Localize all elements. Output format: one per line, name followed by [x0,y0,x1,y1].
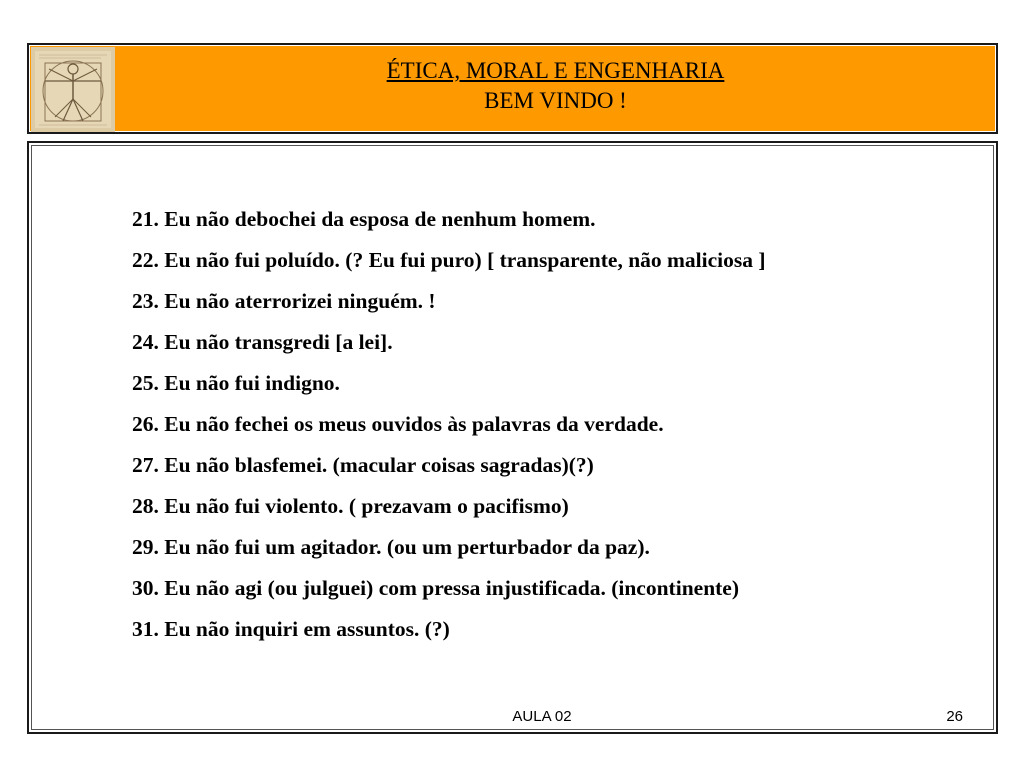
list-item: 28. Eu não fui violento. ( prezavam o pacifismo) [132,494,569,518]
list-item: 25. Eu não fui indigno. [132,371,340,395]
slide-title: ÉTICA, MORAL E ENGENHARIA [386,58,725,83]
vitruvian-man-icon [31,47,115,132]
list-item: 24. Eu não transgredi [a lei]. [132,330,393,354]
list-item: 31. Eu não inquiri em assuntos. (?) [132,617,450,641]
list-item: 23. Eu não aterrorizei ninguém. ! [132,289,436,313]
list-item: 27. Eu não blasfemei. (macular coisas sagradas)(?) [132,453,594,477]
list-item: 29. Eu não fui um agitador. (ou um perturbador da paz). [132,535,650,559]
list-item: 22. Eu não fui poluído. (? Eu fui puro) [ transparente, não maliciosa ] [132,248,766,272]
slide-header [27,43,998,134]
page-number: 26 [946,708,963,725]
header-title-block [116,56,995,116]
list-item: 26. Eu não fechei os meus ouvidos às palavras da verdade. [132,412,664,436]
content-frame [31,145,994,730]
slide-subtitle: BEM VINDO ! [484,88,627,113]
footer-label: AULA 02 [512,708,572,725]
list-item: 21. Eu não debochei da esposa de nenhum homem. [132,207,596,231]
header-banner [30,46,995,131]
confession-list [132,199,766,650]
list-item: 30. Eu não agi (ou julguei) com pressa injustificada. (incontinente) [132,576,740,600]
slide-content [27,141,998,734]
